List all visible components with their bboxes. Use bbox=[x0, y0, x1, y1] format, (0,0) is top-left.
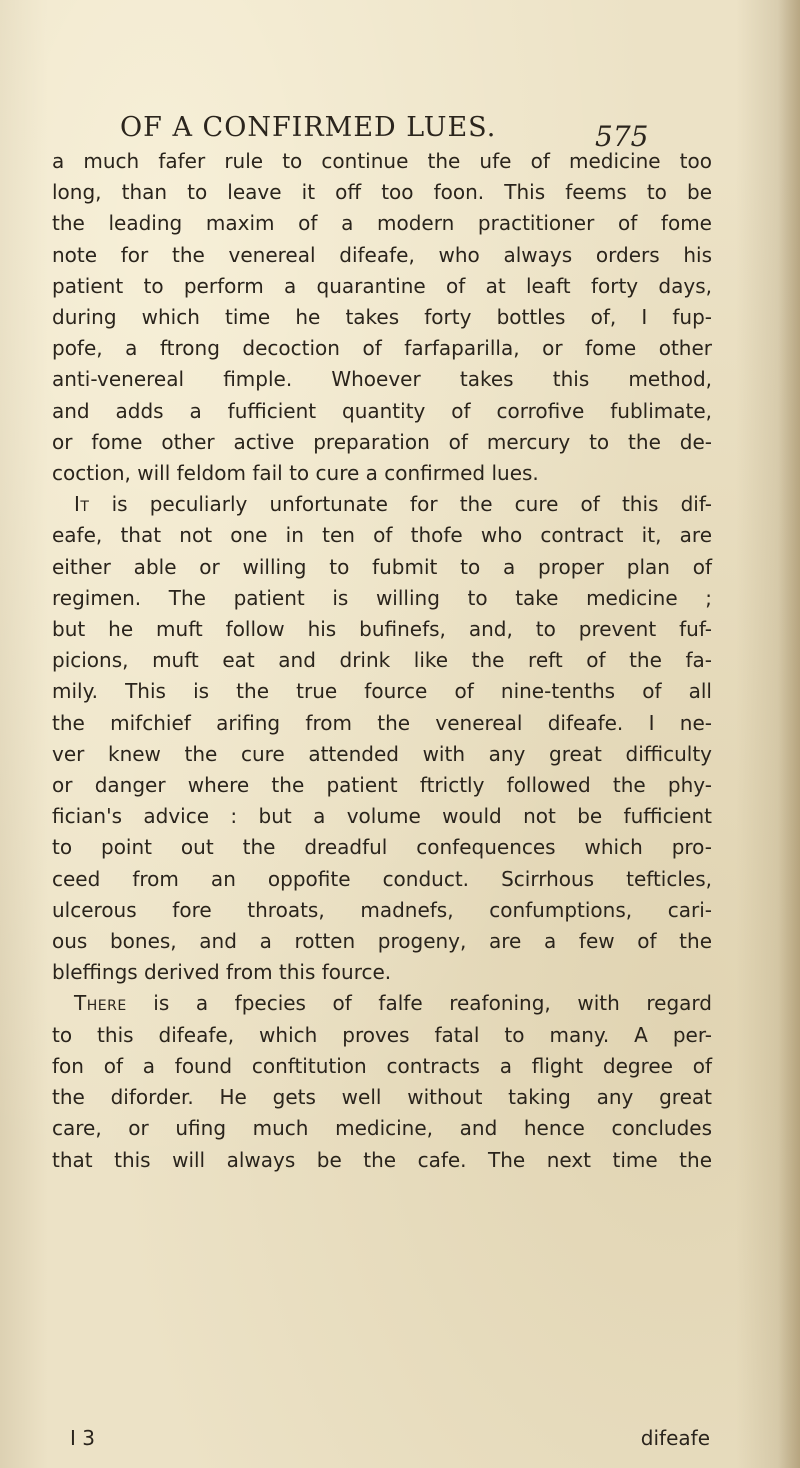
text-line: fician's advice : but a volume would not be fufficient bbox=[52, 804, 712, 829]
text-line: and adds a fufficient quantity of corrofive fublimate, bbox=[52, 398, 712, 423]
text-line: but he muft follow his bufinefs, and, to prevent fuf- bbox=[52, 617, 712, 642]
paragraph-first-line bbox=[52, 988, 712, 1019]
text-line: ver knew the cure attended with any great difficulty bbox=[52, 741, 712, 766]
body-text bbox=[52, 146, 712, 1176]
text-line: mily. This is the true fource of nine-tenths of all bbox=[52, 679, 712, 704]
paragraph-lead-word: There bbox=[74, 991, 127, 1016]
text-line: a much fafer rule to continue the ufe of medicine too bbox=[52, 149, 712, 173]
text-line: pofe, a ftrong decoction of farfaparilla, or fome other bbox=[52, 336, 712, 361]
paragraph-lead-word: It bbox=[74, 492, 90, 517]
text-line: regimen. The patient is willing to take medicine ; bbox=[52, 585, 712, 610]
text-line: to point out the dreadful confequences which pro- bbox=[52, 835, 712, 860]
page-number: 575 bbox=[595, 120, 649, 153]
page-edge-shadow bbox=[778, 0, 800, 1468]
text-line: the mifchief arifing from the venereal difeafe. I ne- bbox=[52, 710, 712, 735]
paragraph-first-line bbox=[52, 489, 712, 520]
text-line: eafe, that not one in ten of thofe who contract it, are bbox=[52, 523, 712, 548]
page-footer bbox=[52, 1426, 712, 1458]
text-line: ceed from an oppofite conduct. Scirrhous tefticles, bbox=[52, 866, 712, 891]
text-line: fon of a found conftitution contracts a flight degree of bbox=[52, 1053, 712, 1078]
text-line: patient to perform a quarantine of at leaft forty days, bbox=[52, 273, 712, 298]
text-line: note for the venereal difeafe, who always orders his bbox=[52, 242, 712, 267]
text-line: bleffings derived from this fource. bbox=[52, 960, 392, 985]
text-line: picions, muft eat and drink like the reft of the fa- bbox=[52, 648, 712, 673]
text-line: care, or ufing much medicine, and hence concludes bbox=[52, 1116, 712, 1141]
signature-mark: I 3 bbox=[70, 1426, 95, 1450]
text-line: during which time he takes forty bottles of, I fup- bbox=[52, 305, 712, 330]
catchword: difeafe bbox=[640, 1426, 710, 1450]
running-head: OF A CONFIRMED LUES. bbox=[120, 112, 497, 143]
text-line: or fome other active preparation of mercury to the de- bbox=[52, 429, 712, 454]
text-line-rest: is a fpecies of falfe reafoning, with regard bbox=[126, 991, 712, 1016]
text-line: or danger where the patient ftrictly followed the phy- bbox=[52, 773, 712, 798]
text-line: to this difeafe, which proves fatal to many. A per- bbox=[52, 1022, 712, 1047]
text-line: that this will always be the cafe. The next time the bbox=[52, 1147, 712, 1172]
text-line: long, than to leave it off too foon. This feems to be bbox=[52, 180, 712, 205]
text-line: the diforder. He gets well without taking any great bbox=[52, 1085, 712, 1110]
text-line: the leading maxim of a modern practitioner of fome bbox=[52, 211, 712, 236]
text-line: anti-venereal fimple. Whoever takes this method, bbox=[52, 367, 712, 392]
text-line: ous bones, and a rotten progeny, are a few of the bbox=[52, 929, 712, 954]
text-line-rest: is peculiarly unfortunate for the cure of this dif- bbox=[89, 492, 712, 517]
text-line: either able or willing to fubmit to a proper plan of bbox=[52, 554, 712, 579]
text-line: coction, will feldom fail to cure a confirmed lues. bbox=[52, 461, 539, 486]
text-line: ulcerous fore throats, madnefs, confumptions, cari- bbox=[52, 897, 712, 922]
